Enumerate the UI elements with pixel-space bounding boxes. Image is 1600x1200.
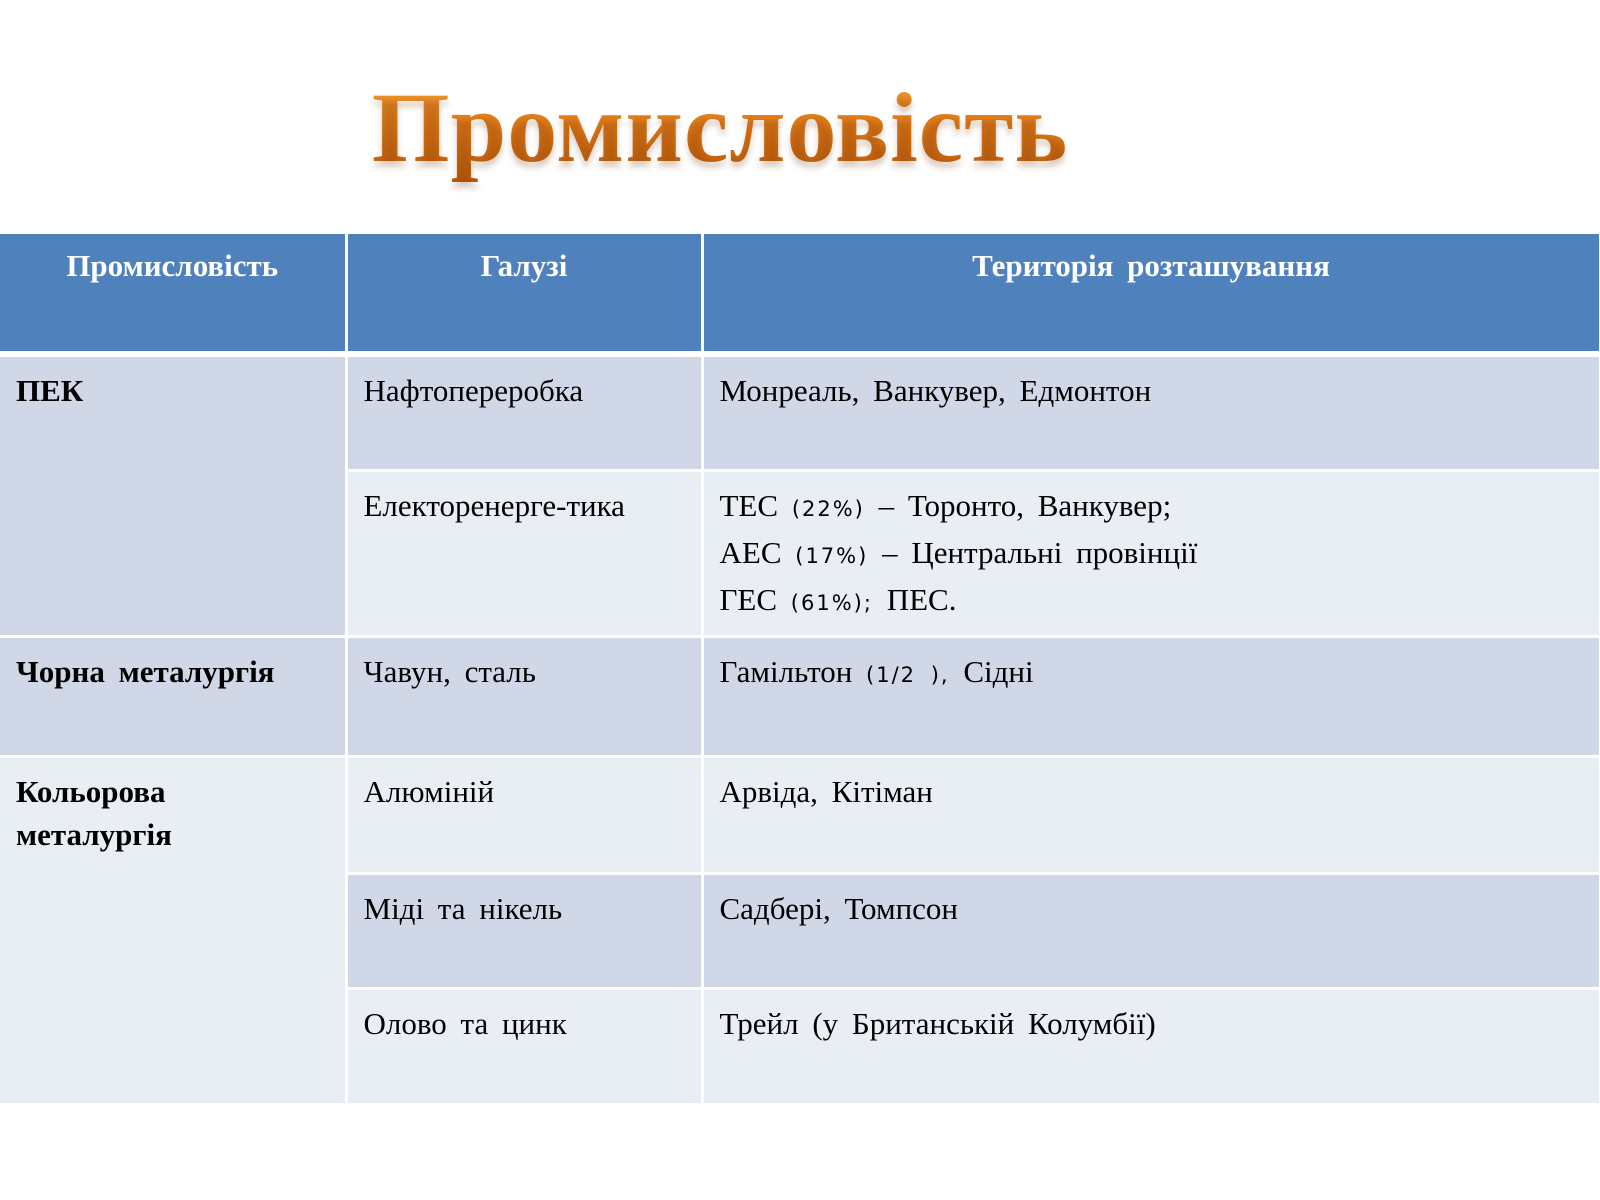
branch-cell: Електоренерге-тика bbox=[346, 471, 702, 637]
ges-tail: ПЕС. bbox=[886, 582, 957, 617]
table-row bbox=[0, 757, 1600, 874]
branch-cell: Олово та цинк bbox=[346, 989, 702, 1105]
table-row bbox=[0, 637, 1600, 757]
table-header-row bbox=[0, 234, 1600, 354]
city-sydney: Сідні bbox=[963, 654, 1034, 689]
ges-label: ГЕС bbox=[719, 582, 778, 617]
aes-cities: – Центральні провінції bbox=[882, 535, 1198, 570]
territory-cell: Арвіда, Кітіман bbox=[702, 757, 1600, 874]
branch-cell: Алюміній bbox=[346, 757, 702, 874]
territory-line-tes bbox=[720, 484, 1583, 531]
territory-line-aes bbox=[720, 531, 1583, 578]
slide-title: Промисловість bbox=[0, 68, 1440, 188]
ges-percent: (61%); bbox=[790, 591, 873, 615]
header-territory: Територія розташування bbox=[702, 234, 1600, 354]
group-ferrous-metallurgy: Чорна металургія bbox=[0, 637, 346, 757]
header-industry: Промисловість bbox=[0, 234, 346, 354]
territory-cell: Монреаль, Ванкувер, Едмонтон bbox=[702, 354, 1600, 471]
territory-cell bbox=[702, 637, 1600, 757]
industry-table bbox=[0, 234, 1600, 1106]
branch-cell: Чавун, сталь bbox=[346, 637, 702, 757]
branch-cell: Міді та нікель bbox=[346, 874, 702, 989]
group-nonferrous-metallurgy: Кольорова металургія bbox=[0, 757, 346, 1105]
tes-cities: – Торонто, Ванкувер; bbox=[878, 488, 1172, 523]
header-branches: Галузі bbox=[346, 234, 702, 354]
city-hamilton: Гамільтон bbox=[719, 654, 853, 689]
territory-cell: Трейл (у Британській Колумбії) bbox=[702, 989, 1600, 1105]
branch-cell: Нафтопереробка bbox=[346, 354, 702, 471]
aes-percent: (17%) bbox=[795, 544, 869, 568]
group-pek: ПЕК bbox=[0, 354, 346, 637]
table-row bbox=[0, 354, 1600, 471]
territory-cell: Садбері, Томпсон bbox=[702, 874, 1600, 989]
aes-label: АЕС bbox=[719, 535, 782, 570]
tes-percent: (22%) bbox=[791, 497, 865, 521]
territory-line-ges bbox=[720, 578, 1583, 625]
share-value: (1/2 ), bbox=[866, 663, 950, 687]
tes-label: ТЕС bbox=[719, 488, 779, 523]
territory-cell bbox=[702, 471, 1600, 637]
